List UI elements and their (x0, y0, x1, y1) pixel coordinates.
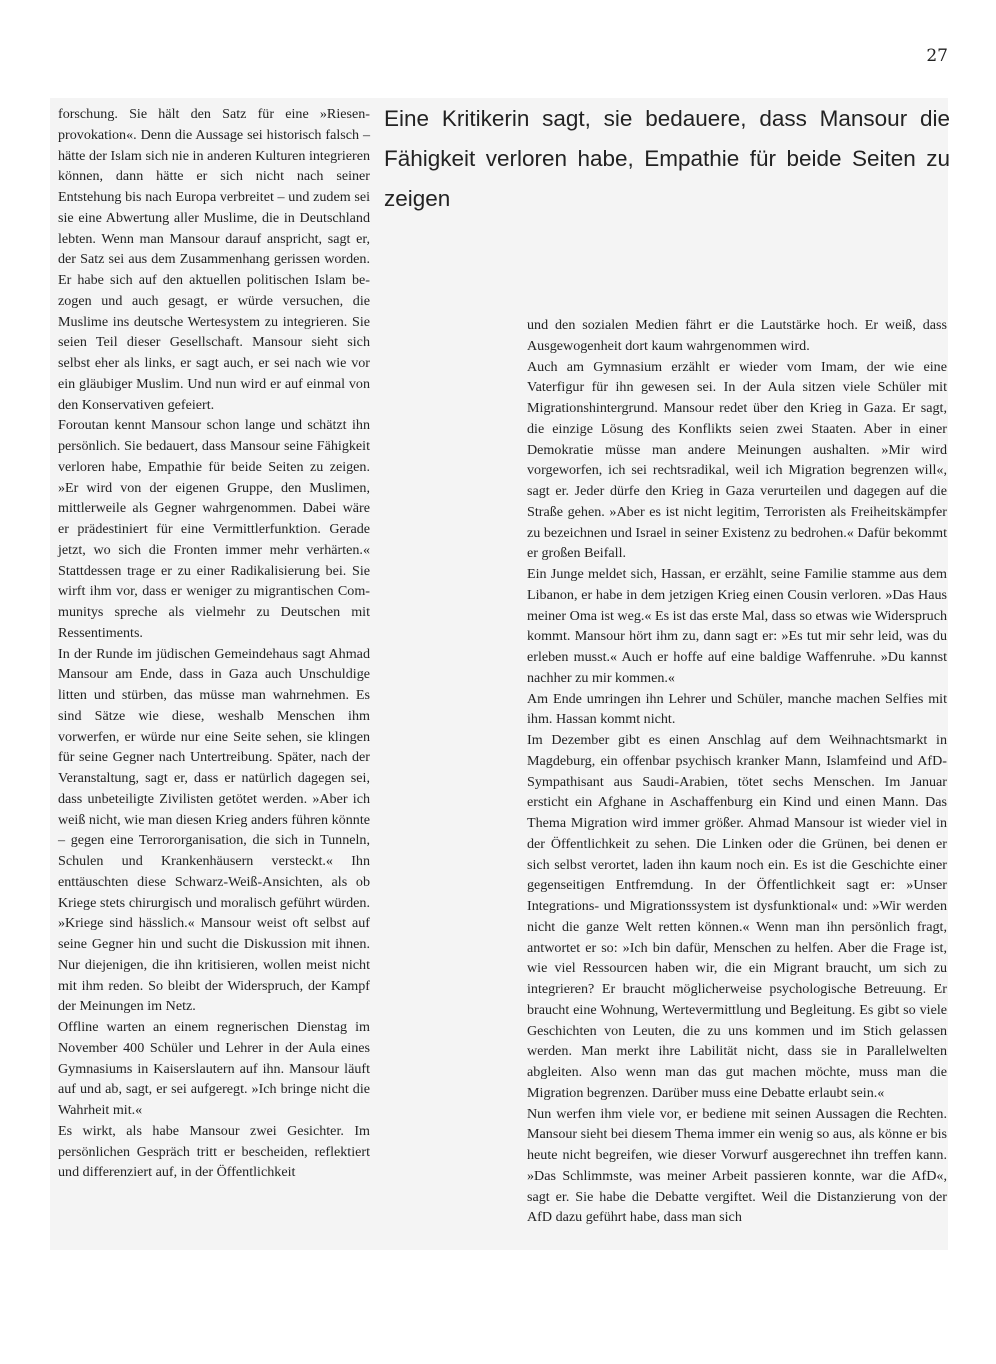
paragraph: Ein Junge meldet sich, Hassan, er erzählt, seine Familie stamme aus dem Libanon, er habe in dem jetzigen Krieg einen Cousin verloren. »Das Haus meiner Oma ist weg.« Es ist das erste Mal, dass so etwas wie Widerspruch kommt. Mansour hört ihm zu, dann sagt er: »Es tut mir sehr leid, was du erleben musst.« Auch er hoffe auf eine baldige Waffenruhe. »Du kannst nachher zu mir kommen.« (527, 566, 947, 686)
right-column (527, 315, 947, 1228)
paragraph: Im Dezember gibt es einen Anschlag auf dem Weihnachtsmarkt in Magdeburg, ein offenbar psychisch kranker Mann, Islamfeind und AfD-Sympathisant aus Saudi-Arabien, tötet sechs Menschen. Im Januar ersticht ein Afghane in Aschaffenburg ein Kind und einen Mann. Das Thema Migration wird immer größer. Ahmad Mansour ist wieder viel in der Öffentlichkeit zu sehen. Die Linken oder die Grünen, bei denen er sich selbst verortet, laden ihn kaum noch ein. Es ist die Geschichte einer gegenseitigen Entfremdung. In der Öffentlichkeit sagt er: »Unser Integrations- und Migrationssystem ist dysfunktional« und: »Wir werden nicht die ganze Welt retten können.« Wenn man ihn persönlich fragt, antwortet er so: »Ich bin dafür, Menschen zu helfen. Aber die Frage ist, wie viel Ressourcen haben wir, die ein Migrant braucht, um sich zu integrieren? Er braucht möglicherweise psychologische Betreuung. Er braucht eine Wohnung, Wertevermittlung und Begleitung. Es gibt so viele Geschichten von Leuten, die zu uns kommen und im Stich gelassen werden. Man merkt ihre Labilität nicht, dass sie in Parallelwelten abgleiten. Also wenn man das gut machen möchte, muss man die Migration begrenzen. Darüber muss eine Debatte erlaubt sein.« (527, 732, 947, 1101)
paragraph: Offline warten an einem regnerischen Dienstag im November 400 Schüler und Lehrer in der Aula eines Gymnasiums in Kaiserslautern auf ihn. Mansour läuft auf und ab, sagt, er sei aufgeregt. »Ich bringe nicht die Wahrheit mit.« (58, 1019, 370, 1118)
paragraph: Nun werfen ihm viele vor, er bediene mit seinen Aussagen die Rechten. Mansour sieht bei diesem Thema immer ein wenig so aus, als könne er bis heute nicht begreifen, wie dieser Vorwurf ausgerechnet ihn treffen kann. »Das Schlimmste, was meiner Arbeit passieren konnte, war die AfD«, sagt er. Sie habe die Debatte vergiftet. Weil die Distanzierung von der AfD dazu geführt habe, dass man sich (527, 1105, 947, 1226)
left-column (58, 104, 370, 1183)
paragraph: In der Runde im jüdischen Gemeindehaus sagt Ahmad Mansour am Ende, dass in Gaza auch Unschuldige litten und stürben, das müsse man wahrnehmen. Es sind Sätze wie diese, weshalb Menschen ihm vorwerfen, er würde nur eine Seite sehen, sie klingen für seine Gegner nach Untertreibung. Später, nach der Veranstaltung, sagt er, dass er natürlich dagegen sei, dass unbeteiligte Zivilisten getötet werden. »Aber ich weiß nicht, wie man diesen Krieg anders führen könnte – gegen eine Terrororganisation, die sich in Tunneln, Schulen und Krankenhäusern versteckt.« Ihn enttäuschten diese Schwarz-Weiß-Ansichten, als ob Kriege stets chirurgisch und moralisch geführt würden. »Kriege sind hässlich.« Mansour weist oft selbst auf seine Gegner hin und sucht die Diskussion mit ihnen. Nur diejenigen, die ihn kritisieren, wollen meist nicht mit ihm reden. So bleibt der Widerspruch, der Kampf der Meinungen im Netz. (58, 645, 370, 1015)
pull-quote: Eine Kritikerin sagt, sie bedauere, dass Mansour die Fähigkeit verloren habe, Empathie für beide Seiten zu zeigen (384, 106, 950, 211)
paragraph: Es wirkt, als habe Mansour zwei Gesichter. Im persönlichen Gespräch tritt er bescheiden, reflektiert und differenziert auf, in der Öffentlichkeit (58, 1122, 370, 1181)
paragraph: und den sozialen Medien fährt er die Lautstärke hoch. Er weiß, dass Ausgewogenheit dort kaum wahrgenommen wird. (527, 317, 947, 354)
paragraph: forschung. Sie hält den Satz für eine »Riesenprovokation«. Denn die Aussage sei historisch falsch – hätte der Islam sich nie in anderen Kulturen integrieren können, dann hätte er sich nicht nach seiner Entstehung bis nach Europa verbreitet – und zudem sei sie eine Abwertung aller Muslime, die in Deutschland lebten. Wenn man Mansour darauf anspricht, sagt er, der Satz sei aus dem Zusammenhang gerissen worden. Er habe sich auf den aktuellen politischen Islam bezogen und auch gesagt, er würde versuchen, die Muslime ins deutsche Wertesystem zu integrieren. Sie seien Teil dieser Gesellschaft. Mansour sieht sich selbst eher als links, er sagt auch, er sei nach wie vor ein gläubiger Muslim. Und nun wird er auf einmal von den Konservativen gefeiert. (58, 106, 370, 413)
paragraph: Auch am Gymnasium erzählt er wieder vom Imam, der wie eine Vaterfigur für ihn gewesen sei. In der Aula sitzen viele Schüler mit Migrationshintergrund. Mansour redet über den Krieg in Gaza. Er sagt, die einzige Lösung des Konflikts seien zwei Staaten. Aber in einer Demokratie müsse man andere Meinungen aushalten. »Mir wird vorgeworfen, ich sei rechtsradikal, weil ich Migration begrenzen will«, sagt er. Jeder dürfe den Krieg in Gaza verurteilen und dagegen auf die Straße gehen. »Aber es ist nicht legitim, Terroristen als Freiheitskämpfer zu bezeichnen und Israel in seiner Existenz zu bedrohen.« Dafür bekommt er großen Beifall. (527, 358, 947, 562)
paragraph: Am Ende umringen ihn Lehrer und Schüler, manche machen Selfies mit ihm. Hassan kommt nicht. (527, 690, 947, 728)
page-number: 27 (926, 46, 948, 66)
paragraph: Foroutan kennt Mansour schon lange und schätzt ihn persönlich. Sie bedauert, dass Mansour seine Fähigkeit verloren habe, Empathie für beide Seiten zu zeigen. »Er wird von der eigenen Gruppe, den Muslimen, mittlerweile als Gegner wahrgenommen. Dabei wäre er prädestiniert für eine Vermittlerfunktion. Gerade jetzt, wo sich die Fronten immer mehr verhärten.« Stattdessen trage er zu einer Radikalisierung bei. Sie wirft ihm vor, dass er weniger zu migrantischen Communitys spreche als vielmehr zu Deutschen mit Ressentiments. (58, 417, 370, 641)
